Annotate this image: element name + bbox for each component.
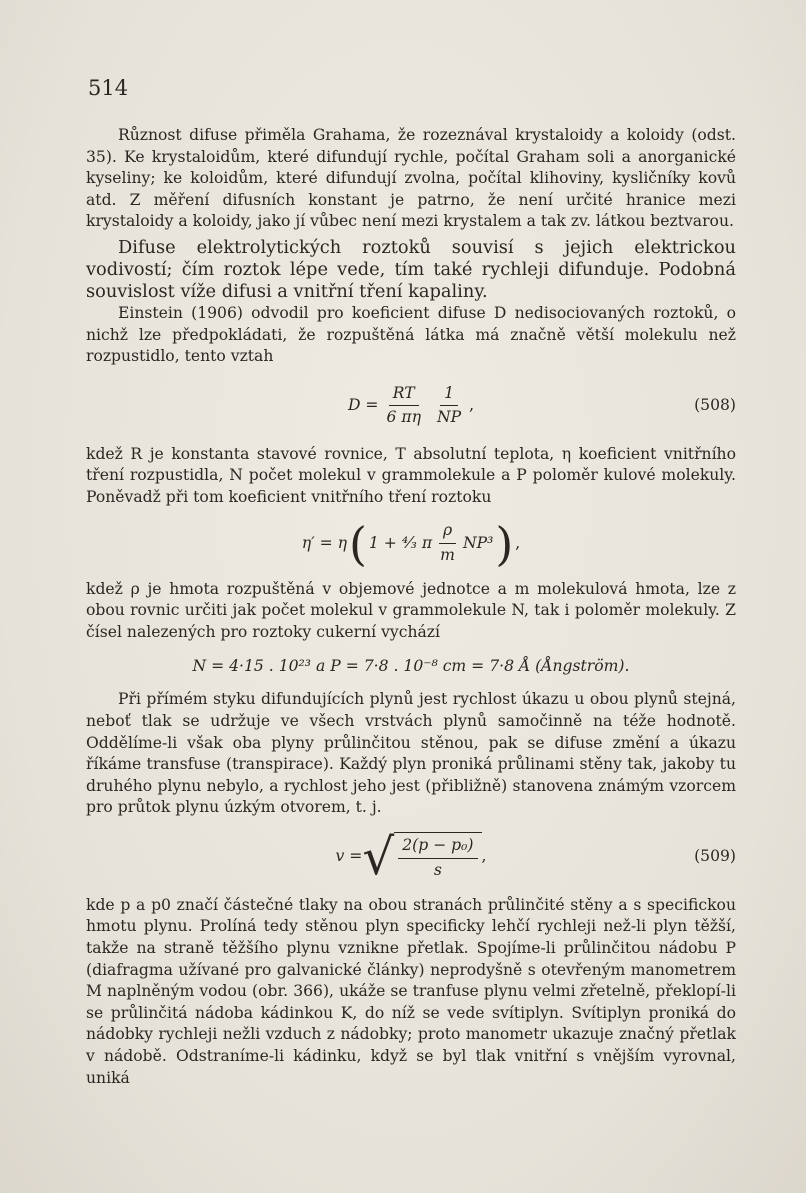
eq509-fraction: [398, 835, 477, 881]
eq509-num: 2(p − p₀): [398, 835, 477, 859]
eq509-sqrt: [362, 827, 481, 886]
paragraph-variables: kdež R je konstanta stavové rovnice, T absolutní teplota, η koeficient vnitřního tření rozpustidla, N počet molekul v grammolekule a P poloměr kulové molekuly. Poněvadž při tom koeficient vnitřního tření roztoku: [86, 444, 736, 506]
equation-avogadro: [86, 649, 736, 683]
eq508-fraction-1: [382, 383, 424, 429]
eq509-radicand: [394, 832, 481, 881]
equation-viscosity: [86, 515, 736, 573]
equation-number-508: (508): [694, 395, 736, 414]
page-number: 514: [88, 76, 129, 100]
eq509-lhs: v =: [335, 847, 363, 866]
equation-number-509: (509): [694, 847, 736, 866]
paragraph-electrolytes: Difuse elektrolytických roztoků souvisí s jejich elektrickou vodivostí; čím roztok lépe vede, tím také rychleji difunduje. Podobná souvislost víže difusi a vnitřní tření kapaliny.: [86, 236, 736, 302]
eq508-num1: RT: [389, 383, 419, 407]
sqrt-sign-icon: √: [362, 827, 395, 886]
equation-508: [86, 374, 736, 438]
eq508-den1: 6 πη: [386, 408, 421, 427]
eq508-num2: 1: [440, 383, 458, 407]
eq508-fraction-2: [433, 383, 465, 429]
paragraph-einstein: Einstein (1906) odvodil pro koeficient difuse D nedisociovaných roztoků, o nichž lze předpokládati, že rozpuštěná látka má značně větší molekulu než rozpustidlo, tento vztah: [86, 303, 736, 366]
paragraph-density: kdež ρ je hmota rozpuštěná v objemové jednotce a m molekulová hmota, lze z obou rovnic určiti jak počet molekul v grammolekule N, tak i poloměr molekuly. Z čísel nalezených pro roztoky cukerní vychází: [86, 579, 736, 641]
paragraph-transfusion: Při přímém styku difundujících plynů jest rychlost úkazu u obou plynů stejná, neboť tlak se udržuje ve všech vrstvách plynů samočinně na téže hodnotě. Oddělíme-li však oba plyny průlinčitou stěnou, pak se difuse změní a úkazu říkáme transfuse (transpirace). Každý plyn proniká průlinami stěny tak, jakoby tu druhého plynu nebylo, a rychlost jeho jest (přibližně) stanovena známým vzorcem pro průtok plynu úzkým otvorem, t. j.: [86, 690, 736, 817]
eq508-lhs: D =: [347, 395, 379, 414]
equation-509: [86, 825, 736, 889]
eta-fraction: [436, 520, 459, 566]
eta-lhs: η′ = η: [301, 533, 347, 552]
left-paren: (: [348, 516, 367, 571]
eta-tail: ,: [515, 533, 521, 552]
eq508-den2: NP: [436, 408, 462, 427]
eta-den: m: [440, 546, 455, 565]
right-paren: ): [495, 516, 514, 571]
eta-inner-b: NP³: [462, 533, 494, 552]
eta-num: ρ: [439, 520, 456, 544]
eta-inner-a: 1 + ⁴⁄₃ π: [368, 533, 433, 552]
paragraph-partial-pressures: kde p a p0 značí částečné tlaky na obou stranách průlinčité stěny a s specifickou hmotu plynu. Prolíná tedy stěnou plyn specificky lehčí rychleji než-li plyn těžší, takže na straně těžšího plynu vznikne přetlak. Spojíme-li průlinčitou nádobu P (diafragma užívané pro galvanické články) neprodyšně s otevřeným manometrem M naplněným vodou (obr. 366), ukáže se tranfuse plynu velmi zřetelně, překlopí-li se průlinčitá nádoba kádinkou K, do níž se vede svítiplyn. Svítiplyn proniká do nádobky rychleji nežli vzduch z nádobky; proto manometr ukazuje značný přetlak v nádobě. Odstraníme-li kádinku, když se byl tlak vnitřní s vnějším vyrovnal, uniká: [86, 895, 736, 1087]
eq509-den: s: [433, 860, 442, 879]
eq509-tail: ,: [481, 847, 487, 866]
page-body: [86, 125, 736, 1089]
eq508-tail: ,: [469, 395, 475, 414]
paragraph-graham: Různost difuse přiměla Grahama, že rozeznával krystaloidy a koloidy (odst. 35). Ke krystaloidům, které difundují rychle, počítal Graham soli a anorganické kyseliny; ke koloidům, které difundují zvolna, počítal klihoviny, kysličníky kovů atd. Z měření difusních konstant je patrno, že není určité hranice mezi krystaloidy a koloidy, jako jí vůbec není mezi krystalem a tak zv. látkou beztvarou.: [86, 126, 736, 231]
avogadro-result: N = 4·15 . 10²³ a P = 7·8 . 10⁻⁸ cm = 7·8 Å (Ångström).: [192, 656, 630, 675]
